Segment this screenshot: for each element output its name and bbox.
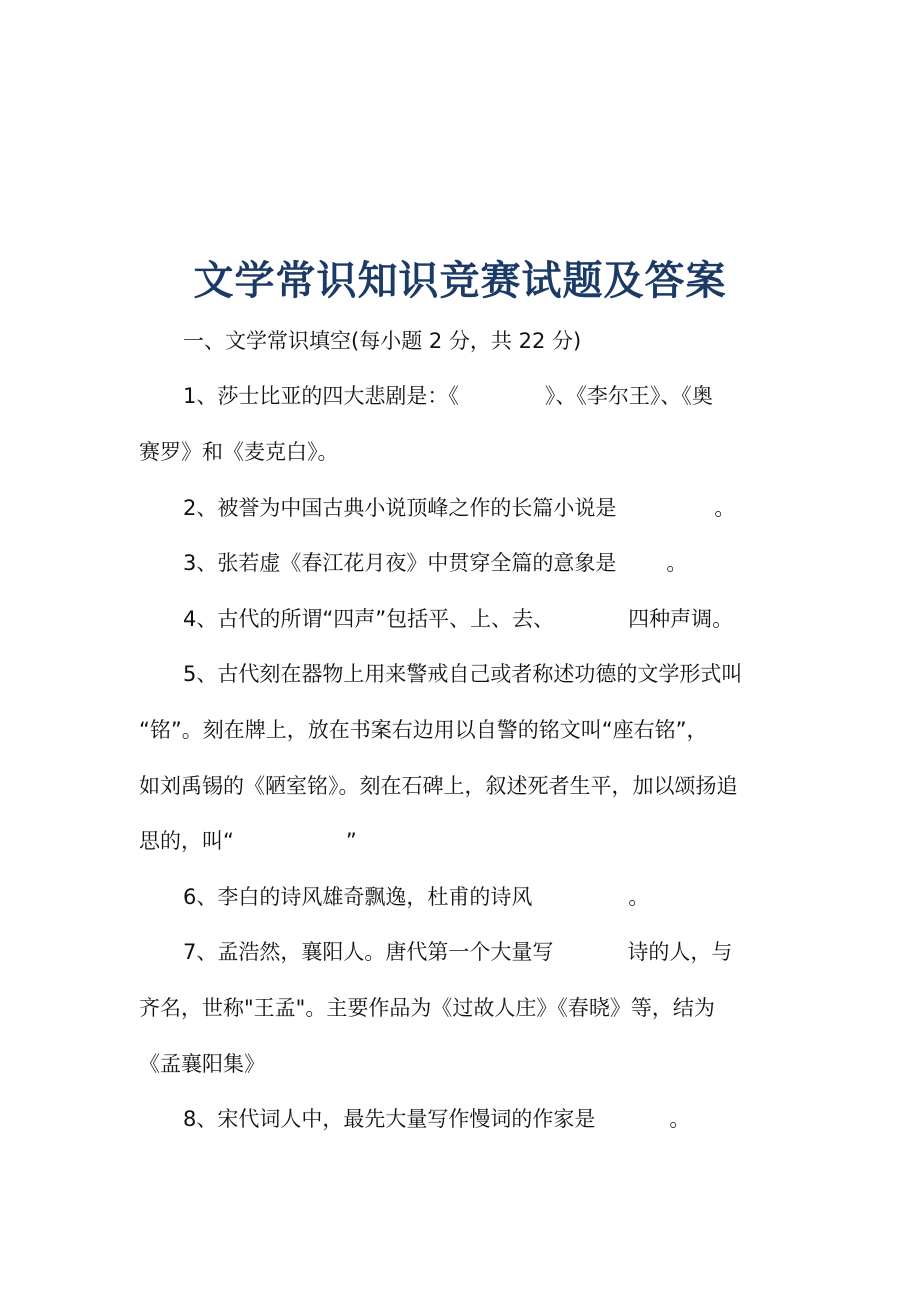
question-1-text-a: 1、莎士比亚的四大悲剧是：《 [183,384,459,408]
question-5-line-1: 5、古代刻在器物上用来警戒自己或者称述功德的文学形式叫 [183,662,743,686]
question-6-end: 。 [628,885,650,909]
question-8-end: 。 [669,1107,691,1131]
question-5-text-b: ” [345,829,357,853]
question-5-text-a: 思的，叫“ [139,829,234,853]
question-5-line-3: 如刘禹锡的《陋室铭》。刻在石碑上，叙述死者生平，加以颂扬追 [139,774,738,798]
question-5-line-2: “铭”。刻在牌上，放在书案右边用以自警的铭文叫“座右铭”， [139,718,708,742]
question-3 [183,548,687,578]
question-7-line-1 [183,937,732,967]
question-1-line-1 [183,381,713,411]
question-8 [183,1104,690,1134]
page-title: 文学常识知识竞赛试题及答案 [193,258,727,304]
question-3-text: 3、张若虚《春江花月夜》中贯穿全篇的意象是 [183,551,617,575]
question-1-text-b: 》、《李尔王》、《奥 [544,384,713,408]
question-3-end: 。 [666,551,688,575]
question-7-text-a: 7、孟浩然，襄阳人。唐代第一个大量写 [183,940,554,964]
question-6-text: 6、李白的诗风雄奇飘逸，杜甫的诗风 [183,885,533,909]
question-7-line-2: 齐名，世称"王孟"。主要作品为《过故人庄》《春晓》等，结为 [139,996,715,1020]
question-5-line-4 [139,826,357,856]
section-heading: 一、文学常识填空(每小题 2 分，共 22 分) [183,329,582,353]
question-1-line-2: 赛罗》和《麦克白》。 [139,440,339,464]
question-2-text: 2、被誉为中国古典小说顶峰之作的长篇小说是 [183,496,617,520]
question-4 [183,604,733,634]
question-7-line-3: 《孟襄阳集》 [139,1052,265,1076]
question-8-text: 8、宋代词人中，最先大量写作慢词的作家是 [183,1107,596,1131]
question-4-end: 四种声调。 [628,607,734,631]
question-2 [183,493,735,523]
question-4-text: 4、古代的所谓“四声”包括平、上、去、 [183,607,555,631]
question-2-end: 。 [714,496,736,520]
question-7-text-b: 诗的人，与 [627,940,733,964]
question-6 [183,882,649,912]
